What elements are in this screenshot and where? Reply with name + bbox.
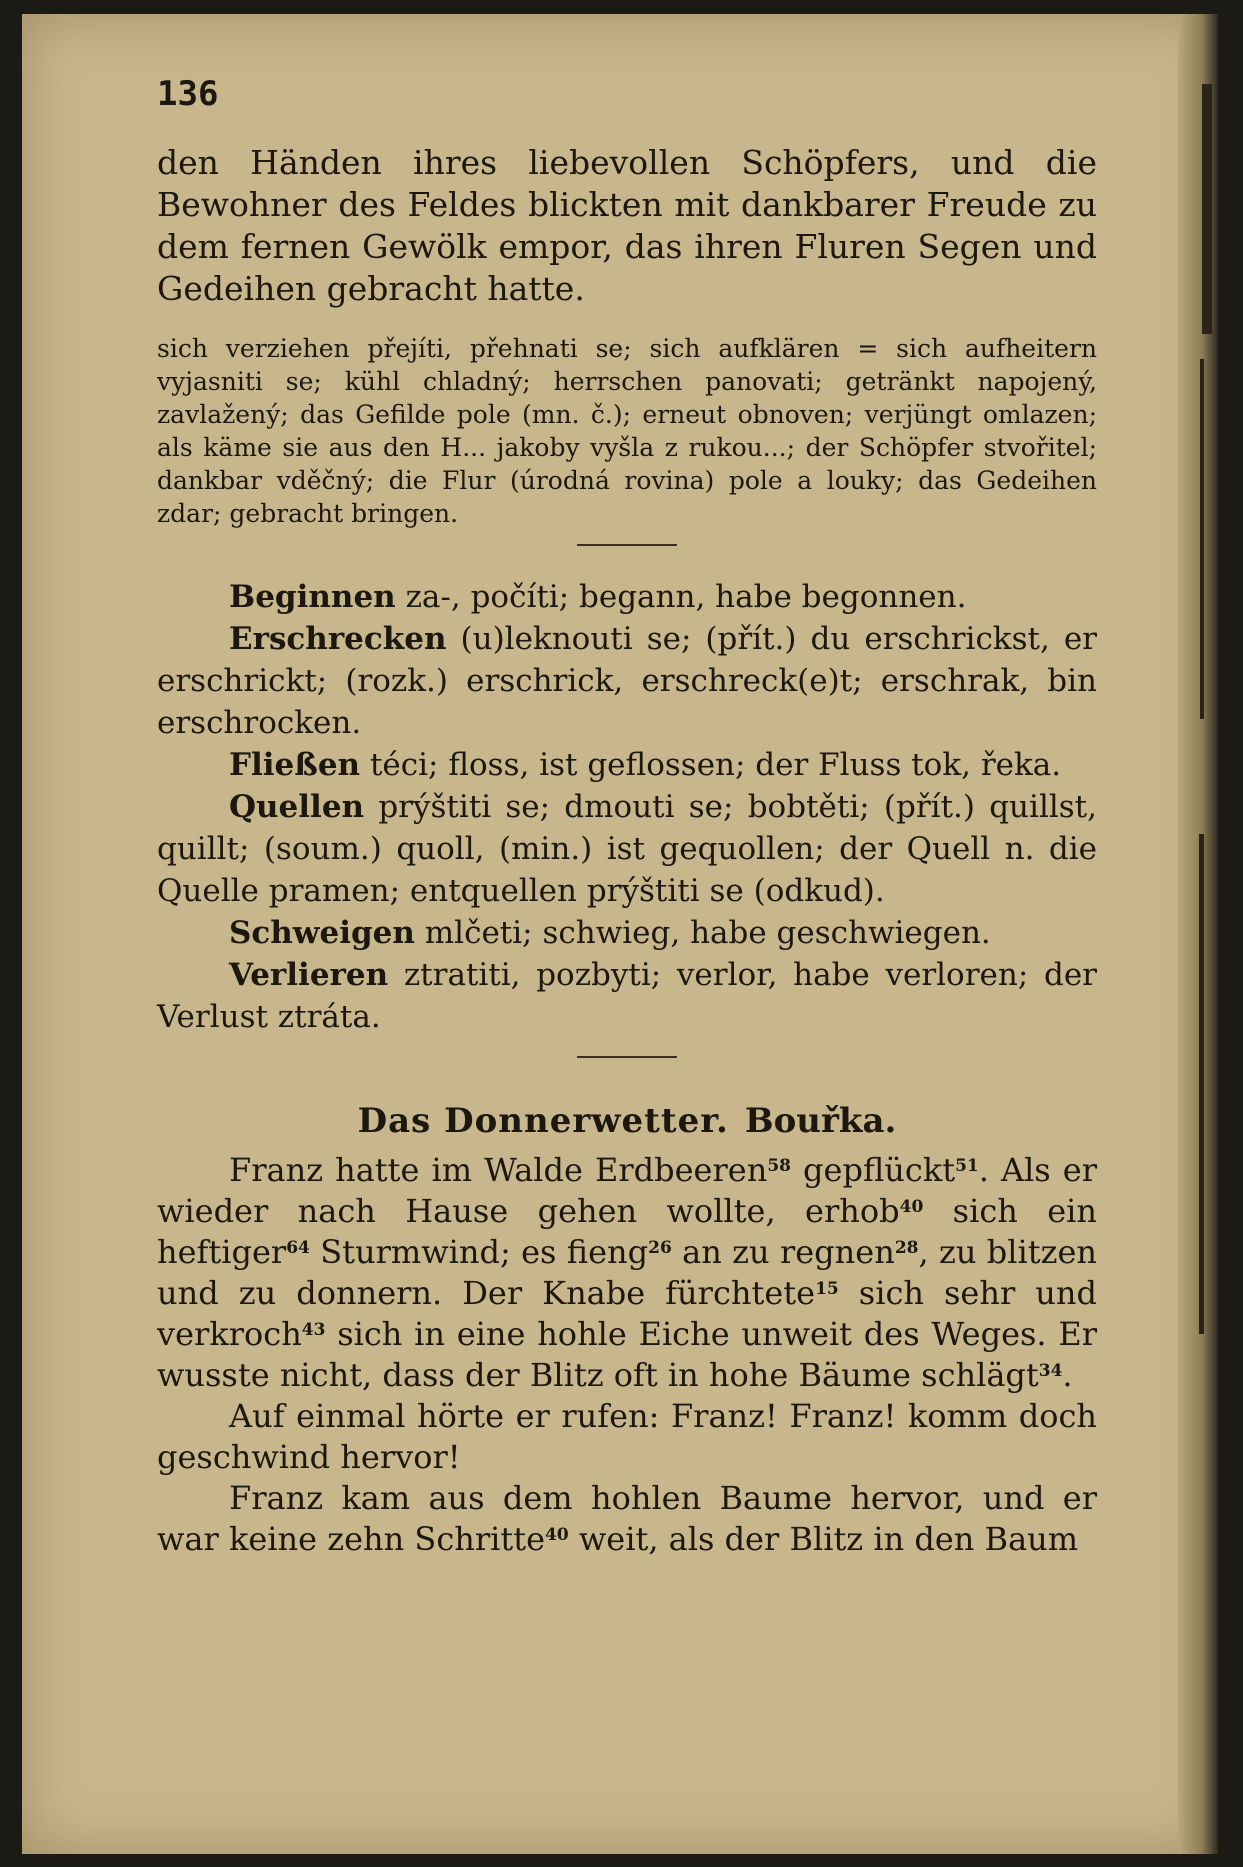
vocab-headword: Schweigen [229, 915, 415, 951]
text-run: sich in eine hohle Eiche unweit des Weges. Er wusste nicht, dass der Blitz oft in hohe Bäume schlägt [157, 1315, 1097, 1394]
footnote-ref: 28 [894, 1238, 919, 1258]
footnote-ref: 51 [955, 1156, 979, 1176]
vocab-headword: Beginnen [229, 579, 396, 615]
text-run: gepflückt [791, 1151, 956, 1189]
page-content [157, 74, 1097, 1560]
text-run: weit, als der Blitz in den Baum [568, 1520, 1079, 1558]
divider [577, 1056, 677, 1058]
story-paragraph [157, 1150, 1097, 1396]
footnote-ref: 26 [648, 1238, 672, 1258]
vocab-entry [157, 912, 1097, 954]
footnote-ref: 58 [767, 1156, 791, 1176]
footnote-ref: 40 [545, 1525, 569, 1545]
text-run: an zu regnen [671, 1233, 895, 1271]
page-binding-edge [1178, 14, 1218, 1854]
footnote-ref: 64 [286, 1238, 310, 1258]
text-run: Sturmwind; es fieng [309, 1233, 649, 1271]
text-run: sich ein heftiger [157, 1192, 1098, 1271]
vocab-definition: (u)leknouti se; (přít.) du erschrickst, er erschrickt; (rozk.) erschrick, erschreck(e)t; erschrak, bin erschrocken. [157, 621, 1097, 741]
vocabulary-notes: sich verziehen přejíti, přehnati se; sich aufklären = sich aufheitern vyjasniti se; kühl chladný; herrschen panovati; getränkt napojený, zavlažený; das Gefilde pole (mn. č.); erneut obnoven; verjüngt omlazen; als käme sie aus den H... jakoby vyšla z rukou...; der Schöpfer stvořitel; dankbar vděčný; die Flur (úrodná rovina) pole a louky; das Gedeihen zdar; gebracht bringen. [157, 334, 1097, 528]
book-page [22, 14, 1218, 1854]
vocab-definition: za-, počíti; begann, habe begonnen. [395, 579, 967, 615]
story-text [157, 1150, 1097, 1560]
footnote-ref: 34 [1038, 1361, 1063, 1381]
vocab-headword: Erschrecken [229, 621, 447, 657]
footnote-ref: 43 [301, 1320, 326, 1340]
vocab-entry [157, 786, 1097, 912]
story-paragraph: Auf einmal hörte er rufen: Franz! Franz! komm doch geschwind hervor! [157, 1397, 1097, 1476]
text-run: . Als er wieder nach Hause gehen wollte, erhob [157, 1151, 1098, 1230]
vocab-entry [157, 744, 1097, 786]
section-title-german: Das Donnerwetter. [357, 1101, 729, 1141]
section-heading [157, 1098, 1097, 1144]
intro-paragraph: den Händen ihres liebevollen Schöpfers, und die Bewohner des Feldes blickten mit dankbarer Freude zu dem fernen Gewölk empor, das ihren Fluren Segen und Gedeihen gebracht hatte. [157, 143, 1097, 308]
text-run: Franz kam aus dem hohlen Baume hervor, und er war keine zehn Schritte [157, 1479, 1097, 1558]
footnote-ref: 15 [815, 1279, 839, 1299]
vocab-headword: Fließen [229, 747, 361, 783]
vocab-entry [157, 576, 1097, 618]
vocab-entry [157, 618, 1097, 744]
page-number: 136 [157, 74, 219, 114]
vocab-definition: ztratiti, pozbyti; verlor, habe verloren; der Verlust ztráta. [157, 957, 1097, 1035]
text-run: sich sehr und verkroch [157, 1274, 1098, 1353]
margin-mark [1199, 834, 1204, 1334]
vocab-entry [157, 954, 1097, 1038]
section-title-czech: Bouřka. [744, 1101, 897, 1141]
vocabulary-list [157, 576, 1097, 1038]
divider [577, 544, 677, 546]
footnote-ref: 40 [899, 1197, 924, 1217]
vocab-headword: Verlieren [229, 957, 389, 993]
vocab-definition: prýštiti se; dmouti se; bobtěti; (přít.) quillst, quillt; (soum.) quoll, (min.) ist gequollen; der Quell n. die Quelle pramen; entquellen prýštiti se (odkud). [157, 789, 1097, 909]
story-paragraph [157, 1478, 1097, 1560]
text-run: . [1062, 1356, 1073, 1394]
text-run: , zu blitzen und zu donnern. Der Knabe fürchtete [157, 1233, 1097, 1312]
vocab-definition: mlčeti; schwieg, habe geschwiegen. [414, 915, 991, 951]
margin-mark [1200, 359, 1204, 719]
margin-mark [1202, 84, 1212, 334]
vocab-definition: téci; floss, ist geflossen; der Fluss tok, řeka. [360, 747, 1062, 783]
text-run: Franz hatte im Walde Erdbeeren [229, 1151, 768, 1189]
vocab-headword: Quellen [229, 789, 365, 825]
